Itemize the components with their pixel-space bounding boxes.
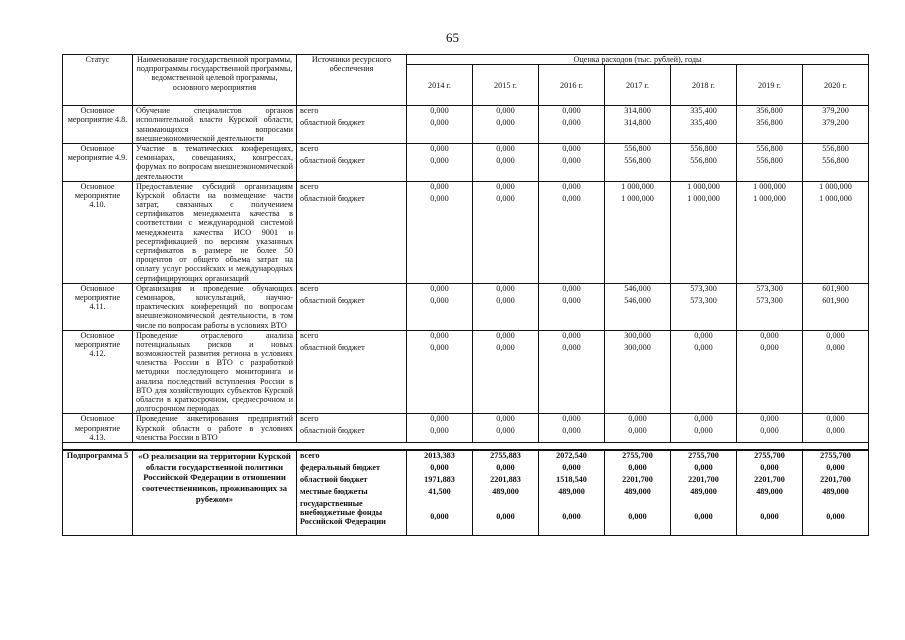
value-cell: 0,000 (430, 330, 449, 340)
header-sources: Источники ресурсного обеспечения (297, 55, 407, 106)
value-cell: 601,900 (822, 283, 849, 293)
row-values (737, 330, 803, 414)
row-values (473, 143, 539, 181)
value-cell: 489,000 (690, 486, 717, 496)
value-cell: 0,000 (760, 330, 779, 340)
value-cell: 0,000 (496, 426, 515, 436)
value-cell: 2755,700 (688, 450, 719, 460)
value-cell: 0,000 (562, 118, 581, 128)
row-values (671, 414, 737, 443)
row-values (539, 450, 605, 536)
row-values (407, 181, 473, 283)
value-cell: 573,300 (756, 295, 783, 305)
row-values (473, 106, 539, 144)
row-values (671, 181, 737, 283)
row-name: Участие в тематических конференциях, семинарах, совещаниях, конгрессах, форумах по вопросам внешнеэкономической деятельности (133, 143, 297, 181)
source-label: всего (300, 450, 320, 460)
value-cell: 556,800 (624, 155, 651, 165)
header-year: 2019 г. (737, 65, 803, 106)
source-label: всего (300, 106, 319, 116)
row-status: Основное мероприятие 4.13. (63, 414, 133, 443)
value-cell: 0,000 (760, 511, 779, 521)
value-cell: 573,300 (690, 295, 717, 305)
value-cell: 0,000 (760, 342, 779, 352)
section-separator (63, 442, 869, 450)
value-cell: 0,000 (496, 283, 515, 293)
table-row (63, 181, 869, 283)
value-cell: 0,000 (826, 414, 845, 424)
value-cell: 0,000 (430, 342, 449, 352)
value-cell: 2755,700 (622, 450, 653, 460)
value-cell: 1 000,000 (819, 193, 852, 203)
row-values (473, 181, 539, 283)
value-cell: 0,000 (562, 283, 581, 293)
row-values (737, 143, 803, 181)
header-name: Наименование государственной программы, подпрограммы государственной программы, ведомственной целевой программы, основного мероприятия (133, 55, 297, 106)
value-cell: 556,800 (690, 155, 717, 165)
row-values (803, 106, 869, 144)
value-cell: 573,300 (690, 283, 717, 293)
row-values (605, 143, 671, 181)
value-cell: 489,000 (558, 486, 585, 496)
value-cell: 489,000 (822, 486, 849, 496)
row-values (671, 283, 737, 330)
value-cell: 0,000 (562, 462, 581, 472)
value-cell: 335,400 (690, 106, 717, 116)
row-status: Основное мероприятие 4.11. (63, 283, 133, 330)
row-values (407, 450, 473, 536)
value-cell: 0,000 (694, 414, 713, 424)
row-sources (297, 450, 407, 536)
value-cell: 2755,883 (490, 450, 521, 460)
source-label: областной бюджет (300, 342, 365, 352)
row-sources (297, 143, 407, 181)
row-values (473, 330, 539, 414)
value-cell: 0,000 (430, 295, 449, 305)
row-values (539, 414, 605, 443)
value-cell: 2755,700 (820, 450, 851, 460)
row-values (737, 106, 803, 144)
header-estimate: Оценка расходов (тыс. рублей), годы (407, 55, 869, 65)
row-status: Основное мероприятие 4.9. (63, 143, 133, 181)
table-row (63, 330, 869, 414)
row-name: Обучение специалистов органов исполнительной власти Курской области, занимающихся вопросами внешнеэкономической деятельности (133, 106, 297, 144)
value-cell: 556,800 (822, 155, 849, 165)
value-cell: 335,400 (690, 118, 717, 128)
value-cell: 379,200 (822, 106, 849, 116)
row-values (671, 450, 737, 536)
value-cell: 0,000 (562, 143, 581, 153)
value-cell: 0,000 (496, 330, 515, 340)
row-values (539, 106, 605, 144)
value-cell: 0,000 (496, 342, 515, 352)
value-cell: 0,000 (430, 511, 449, 521)
value-cell: 0,000 (760, 414, 779, 424)
row-values (407, 143, 473, 181)
row-values (605, 450, 671, 536)
header-year: 2015 г. (473, 65, 539, 106)
value-cell: 0,000 (496, 143, 515, 153)
value-cell: 0,000 (562, 414, 581, 424)
source-label: областной бюджет (300, 155, 365, 165)
value-cell: 41,500 (428, 486, 451, 496)
header-status: Статус (63, 55, 133, 106)
row-status: Основное мероприятие 4.8. (63, 106, 133, 144)
row-values (737, 181, 803, 283)
value-cell: 0,000 (496, 511, 515, 521)
value-cell: 314,800 (624, 106, 651, 116)
row-status: Основное мероприятие 4.12. (63, 330, 133, 414)
value-cell: 489,000 (492, 486, 519, 496)
header-year: 2017 г. (605, 65, 671, 106)
row-values (803, 143, 869, 181)
value-cell: 1518,540 (556, 474, 587, 484)
value-cell: 2201,700 (820, 474, 851, 484)
value-cell: 0,000 (826, 426, 845, 436)
row-values (539, 283, 605, 330)
row-values (407, 414, 473, 443)
row-values (539, 330, 605, 414)
source-label: государственные внебюджетные фонды Российской Федерации (300, 498, 386, 527)
value-cell: 0,000 (694, 511, 713, 521)
value-cell: 356,800 (756, 106, 783, 116)
source-label: всего (300, 181, 319, 191)
value-cell: 2013,383 (424, 450, 455, 460)
header-year: 2014 г. (407, 65, 473, 106)
value-cell: 0,000 (760, 462, 779, 472)
value-cell: 0,000 (826, 330, 845, 340)
value-cell: 0,000 (694, 426, 713, 436)
value-cell: 0,000 (694, 330, 713, 340)
value-cell: 2201,700 (688, 474, 719, 484)
value-cell: 0,000 (430, 193, 449, 203)
value-cell: 0,000 (562, 181, 581, 191)
value-cell: 0,000 (562, 106, 581, 116)
row-name: Предоставление субсидий организациям Курской области на возмещение части затрат, связанных с получением сертификатов менеджмента качества в соответствии с международной системой менеджмента качества ИСО 9001 и ресертификацией по версиям указанных сертификатов в размере не более 50 процентов от общего объема затрат на оплату услуг российских и международных сертифицирующих организаций (133, 181, 297, 283)
value-cell: 0,000 (496, 106, 515, 116)
row-name: «О реализации на территории Курской области государственной политики Российской Федерации в отношении соотечественников, проживающих за рубежом» (133, 450, 297, 536)
value-cell: 0,000 (496, 462, 515, 472)
value-cell: 2201,700 (622, 474, 653, 484)
value-cell: 2072,540 (556, 450, 587, 460)
value-cell: 489,000 (624, 486, 651, 496)
value-cell: 573,300 (756, 283, 783, 293)
row-values (473, 450, 539, 536)
value-cell: 0,000 (496, 295, 515, 305)
value-cell: 0,000 (628, 426, 647, 436)
value-cell: 0,000 (826, 462, 845, 472)
row-values (539, 143, 605, 181)
row-values (539, 181, 605, 283)
source-label: областной бюджет (300, 426, 365, 436)
row-values (605, 414, 671, 443)
value-cell: 0,000 (760, 426, 779, 436)
table-row (63, 450, 869, 536)
source-label: всего (300, 283, 319, 293)
value-cell: 0,000 (430, 462, 449, 472)
value-cell: 0,000 (826, 342, 845, 352)
row-values (803, 330, 869, 414)
value-cell: 556,800 (756, 155, 783, 165)
row-values (407, 106, 473, 144)
value-cell: 0,000 (562, 193, 581, 203)
value-cell: 0,000 (628, 414, 647, 424)
row-values (605, 283, 671, 330)
value-cell: 1 000,000 (753, 181, 786, 191)
value-cell: 601,900 (822, 295, 849, 305)
value-cell: 0,000 (430, 414, 449, 424)
row-values (737, 450, 803, 536)
row-status: Основное мероприятие 4.10. (63, 181, 133, 283)
value-cell: 1 000,000 (687, 181, 720, 191)
value-cell: 0,000 (430, 143, 449, 153)
value-cell: 489,000 (756, 486, 783, 496)
row-values (605, 106, 671, 144)
source-label: областной бюджет (300, 295, 365, 305)
value-cell: 2201,883 (490, 474, 521, 484)
row-sources (297, 181, 407, 283)
row-name: Организация и проведение обучающих семинаров, консультаций, научно-практических конференций по вопросам внешнеэкономической деятельности, в том числе по вопросам работы в условиях ВТО (133, 283, 297, 330)
row-sources (297, 330, 407, 414)
row-sources (297, 414, 407, 443)
source-label: областной бюджет (300, 118, 365, 128)
source-label: всего (300, 143, 319, 153)
page-number: 65 (446, 30, 459, 45)
row-name: Проведение анкетирования предприятий Курской области о работе в условиях членства России в ВТО (133, 414, 297, 443)
row-status: Подпрограмма 5 (63, 450, 133, 536)
header-row (63, 55, 869, 65)
value-cell: 0,000 (430, 181, 449, 191)
value-cell: 314,800 (624, 118, 651, 128)
row-values (803, 181, 869, 283)
table-row (63, 143, 869, 181)
row-name: Проведение отраслевого анализа потенциальных рисков и новых возможностей развития региона в условиях членства России в ВТО с разработкой методики последующего мониторинга и анализа последствий вступления России в ВТО для хозяйствующих субъектов Курской области в краткосрочном, среднесрочном и долгосрочном периодах (133, 330, 297, 414)
table-body (63, 106, 869, 536)
row-values (803, 450, 869, 536)
value-cell: 0,000 (628, 511, 647, 521)
value-cell: 1 000,000 (687, 193, 720, 203)
value-cell: 0,000 (430, 155, 449, 165)
row-values (473, 283, 539, 330)
value-cell: 0,000 (562, 342, 581, 352)
row-sources (297, 283, 407, 330)
value-cell: 1 000,000 (753, 193, 786, 203)
row-values (737, 414, 803, 443)
row-values (671, 106, 737, 144)
source-label: федеральный бюджет (300, 462, 380, 472)
row-values (605, 330, 671, 414)
table-row (63, 414, 869, 443)
header-year: 2018 г. (671, 65, 737, 106)
value-cell: 546,000 (624, 295, 651, 305)
row-values (473, 414, 539, 443)
row-values (803, 283, 869, 330)
row-values (407, 283, 473, 330)
row-values (737, 283, 803, 330)
value-cell: 0,000 (496, 193, 515, 203)
value-cell: 0,000 (496, 414, 515, 424)
value-cell: 0,000 (694, 462, 713, 472)
header-year: 2020 г. (803, 65, 869, 106)
source-label: всего (300, 414, 319, 424)
row-values (407, 330, 473, 414)
value-cell: 0,000 (430, 283, 449, 293)
value-cell: 0,000 (826, 511, 845, 521)
value-cell: 0,000 (430, 426, 449, 436)
value-cell: 0,000 (496, 118, 515, 128)
budget-table (62, 54, 869, 536)
value-cell: 1 000,000 (621, 193, 654, 203)
table-row (63, 106, 869, 144)
value-cell: 0,000 (694, 342, 713, 352)
header-year: 2016 г. (539, 65, 605, 106)
value-cell: 300,000 (624, 330, 651, 340)
value-cell: 0,000 (562, 330, 581, 340)
row-values (605, 181, 671, 283)
value-cell: 379,200 (822, 118, 849, 128)
value-cell: 556,800 (690, 143, 717, 153)
value-cell: 1 000,000 (819, 181, 852, 191)
value-cell: 0,000 (430, 118, 449, 128)
value-cell: 556,800 (624, 143, 651, 153)
value-cell: 546,000 (624, 283, 651, 293)
source-label: областной бюджет (300, 474, 368, 484)
value-cell: 0,000 (496, 155, 515, 165)
value-cell: 0,000 (562, 295, 581, 305)
value-cell: 1 000,000 (621, 181, 654, 191)
source-label: местные бюджеты (300, 486, 368, 496)
value-cell: 300,000 (624, 342, 651, 352)
table-row (63, 283, 869, 330)
value-cell: 0,000 (562, 426, 581, 436)
row-values (671, 143, 737, 181)
row-sources (297, 106, 407, 144)
value-cell: 0,000 (628, 462, 647, 472)
source-label: всего (300, 330, 319, 340)
row-values (671, 330, 737, 414)
value-cell: 0,000 (496, 181, 515, 191)
value-cell: 0,000 (562, 511, 581, 521)
source-label: областной бюджет (300, 193, 365, 203)
value-cell: 556,800 (756, 143, 783, 153)
value-cell: 556,800 (822, 143, 849, 153)
row-values (803, 414, 869, 443)
value-cell: 1971,883 (424, 474, 455, 484)
value-cell: 356,800 (756, 118, 783, 128)
value-cell: 2755,700 (754, 450, 785, 460)
value-cell: 0,000 (562, 155, 581, 165)
value-cell: 0,000 (430, 106, 449, 116)
value-cell: 2201,700 (754, 474, 785, 484)
